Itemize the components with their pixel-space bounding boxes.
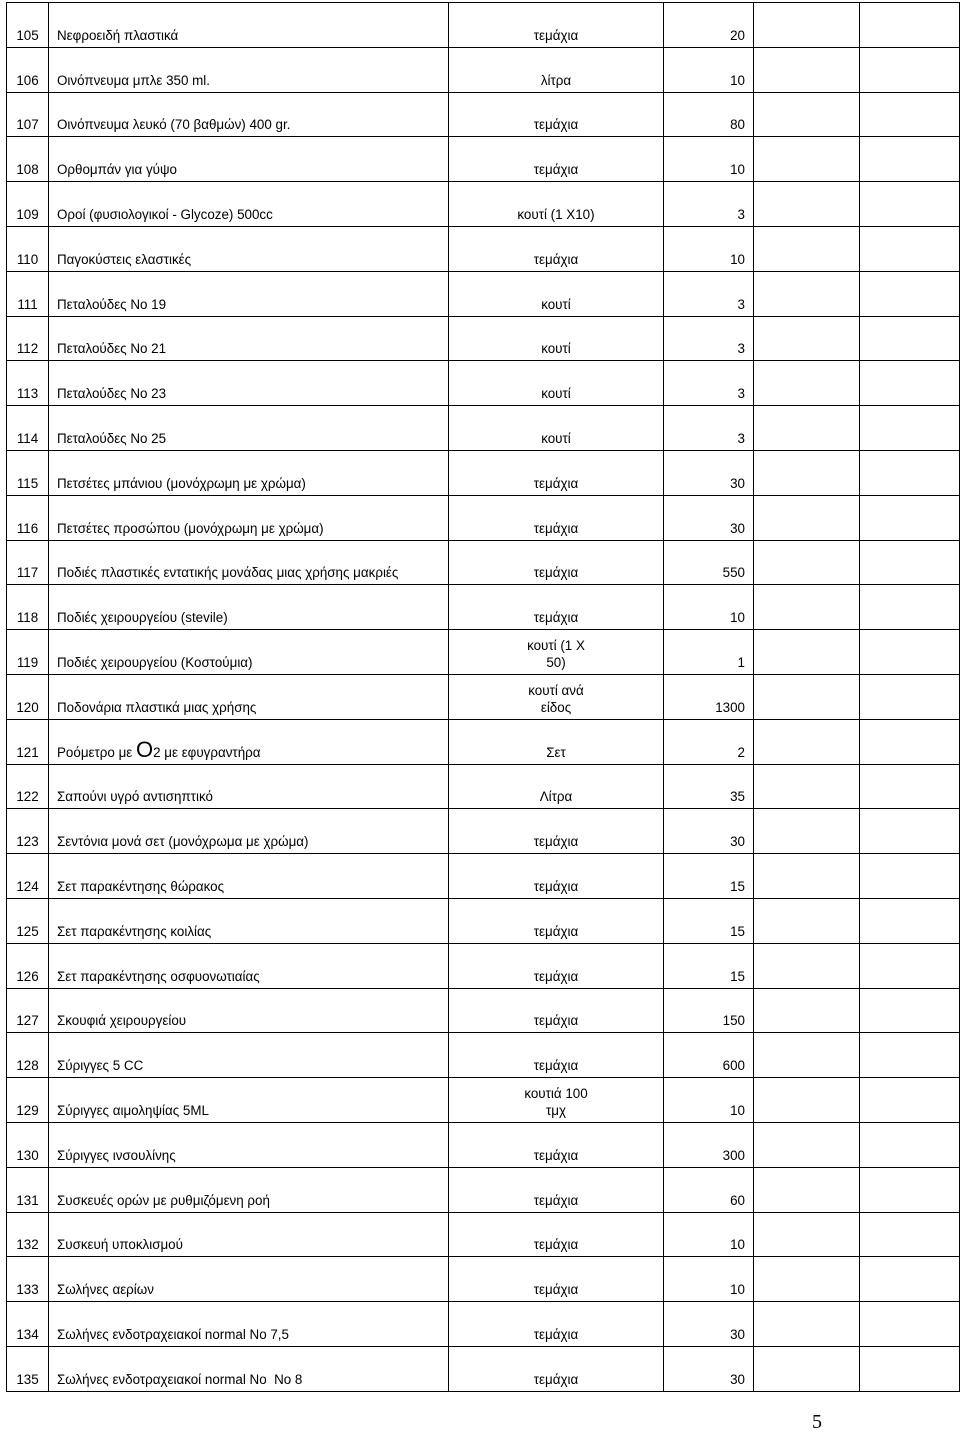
table-row xyxy=(7,1167,960,1212)
empty-cell xyxy=(754,585,860,630)
oxygen-symbol: Ο xyxy=(136,736,154,762)
item-number: 127 xyxy=(7,988,49,1033)
unit-line: τμχ xyxy=(545,1102,567,1118)
empty-cell xyxy=(754,182,860,227)
item-description: Σωλήνες ενδοτραχειακοί normal Νο Νο 8 xyxy=(49,1346,449,1391)
item-quantity: 10 xyxy=(664,137,754,182)
item-unit: τεμάχια xyxy=(449,1167,664,1212)
item-quantity: 15 xyxy=(664,854,754,899)
empty-cell xyxy=(860,1346,960,1391)
empty-cell xyxy=(754,719,860,764)
table-row xyxy=(7,719,960,764)
unit-line: είδος xyxy=(540,699,572,715)
table-row xyxy=(7,1078,960,1123)
empty-cell xyxy=(860,92,960,137)
item-number: 134 xyxy=(7,1302,49,1347)
item-number: 122 xyxy=(7,764,49,809)
table-row xyxy=(7,271,960,316)
item-number: 126 xyxy=(7,943,49,988)
empty-cell xyxy=(860,3,960,48)
item-number: 116 xyxy=(7,495,49,540)
item-number: 123 xyxy=(7,809,49,854)
item-description: Οινόπνευμα μπλε 350 ml. xyxy=(49,47,449,92)
table-row xyxy=(7,540,960,585)
item-unit: τεμάχια xyxy=(449,226,664,271)
item-quantity: 30 xyxy=(664,809,754,854)
item-quantity: 30 xyxy=(664,450,754,495)
empty-cell xyxy=(754,674,860,719)
item-unit: τεμάχια xyxy=(449,1346,664,1391)
empty-cell xyxy=(860,1078,960,1123)
item-description: Σεντόνια μονά σετ (μονόχρωμα με χρώμα) xyxy=(49,809,449,854)
empty-cell xyxy=(754,47,860,92)
table-row xyxy=(7,316,960,361)
item-quantity: 30 xyxy=(664,495,754,540)
item-description: Ποδιές χειρουργείου (stevile) xyxy=(49,585,449,630)
item-number: 112 xyxy=(7,316,49,361)
item-number: 113 xyxy=(7,361,49,406)
table-row xyxy=(7,3,960,48)
unit-line: κουτί (1 Χ xyxy=(527,637,585,653)
item-number: 118 xyxy=(7,585,49,630)
item-unit: κουτί (1 Χ10) xyxy=(449,182,664,227)
empty-cell xyxy=(860,630,960,675)
item-number: 106 xyxy=(7,47,49,92)
item-number: 110 xyxy=(7,226,49,271)
item-description: Πεταλούδες Νο 21 xyxy=(49,316,449,361)
item-number: 107 xyxy=(7,92,49,137)
empty-cell xyxy=(860,182,960,227)
item-description: Σετ παρακέντησης κοιλίας xyxy=(49,898,449,943)
item-number: 135 xyxy=(7,1346,49,1391)
item-description: Σωλήνες αερίων xyxy=(49,1257,449,1302)
item-quantity: 15 xyxy=(664,898,754,943)
item-quantity: 15 xyxy=(664,943,754,988)
item-number: 120 xyxy=(7,674,49,719)
item-number: 125 xyxy=(7,898,49,943)
item-description: Σαπούνι υγρό αντισηπτικό xyxy=(49,764,449,809)
empty-cell xyxy=(860,1167,960,1212)
item-unit: τεμάχια xyxy=(449,3,664,48)
table-row xyxy=(7,1122,960,1167)
item-quantity: 10 xyxy=(664,1257,754,1302)
table-row xyxy=(7,137,960,182)
table-row xyxy=(7,674,960,719)
table-row xyxy=(7,630,960,675)
empty-cell xyxy=(754,450,860,495)
empty-cell xyxy=(754,1078,860,1123)
empty-cell xyxy=(754,361,860,406)
table-row xyxy=(7,854,960,899)
item-quantity: 300 xyxy=(664,1122,754,1167)
empty-cell xyxy=(754,1257,860,1302)
item-unit: τεμάχια xyxy=(449,495,664,540)
item-number: 129 xyxy=(7,1078,49,1123)
table-row xyxy=(7,764,960,809)
item-description: Συσκευές ορών με ρυθμιζόμενη ροή xyxy=(49,1167,449,1212)
item-unit: τεμάχια xyxy=(449,1033,664,1078)
empty-cell xyxy=(754,1212,860,1257)
empty-cell xyxy=(860,540,960,585)
empty-cell xyxy=(860,764,960,809)
empty-cell xyxy=(754,316,860,361)
item-unit: τεμάχια xyxy=(449,809,664,854)
empty-cell xyxy=(860,809,960,854)
supplies-table xyxy=(6,2,960,1392)
empty-cell xyxy=(754,1122,860,1167)
item-quantity: 3 xyxy=(664,361,754,406)
empty-cell xyxy=(860,898,960,943)
item-number: 109 xyxy=(7,182,49,227)
item-description: Πεταλούδες Νο 23 xyxy=(49,361,449,406)
item-description: Συσκευή υποκλισμού xyxy=(49,1212,449,1257)
item-quantity: 80 xyxy=(664,92,754,137)
item-quantity: 30 xyxy=(664,1302,754,1347)
item-quantity: 3 xyxy=(664,271,754,316)
item-description: Σετ παρακέντησης θώρακος xyxy=(49,854,449,899)
empty-cell xyxy=(754,137,860,182)
item-number: 105 xyxy=(7,3,49,48)
item-description: Ποδιές χειρουργείου (Κοστούμια) xyxy=(49,630,449,675)
empty-cell xyxy=(860,854,960,899)
item-description: Παγοκύστεις ελαστικές xyxy=(49,226,449,271)
item-number: 117 xyxy=(7,540,49,585)
table-row xyxy=(7,988,960,1033)
empty-cell xyxy=(754,1302,860,1347)
item-number: 111 xyxy=(7,271,49,316)
page-number: 5 xyxy=(812,1411,822,1433)
empty-cell xyxy=(860,406,960,451)
item-description: Πεταλούδες Νο 19 xyxy=(49,271,449,316)
table-row xyxy=(7,1346,960,1391)
item-quantity: 3 xyxy=(664,316,754,361)
empty-cell xyxy=(754,406,860,451)
table-row xyxy=(7,406,960,451)
item-description: Οινόπνευμα λευκό (70 βαθμών) 400 gr. xyxy=(49,92,449,137)
item-description: Οροί (φυσιολογικοί - Glycoze) 500cc xyxy=(49,182,449,227)
empty-cell xyxy=(754,540,860,585)
item-number: 124 xyxy=(7,854,49,899)
item-unit: κουτί xyxy=(449,271,664,316)
item-unit: τεμάχια xyxy=(449,540,664,585)
item-description: Σωλήνες ενδοτραχειακοί normal Νο 7,5 xyxy=(49,1302,449,1347)
item-quantity: 10 xyxy=(664,226,754,271)
item-quantity: 10 xyxy=(664,47,754,92)
item-number: 114 xyxy=(7,406,49,451)
empty-cell xyxy=(860,361,960,406)
empty-cell xyxy=(860,495,960,540)
item-quantity: 600 xyxy=(664,1033,754,1078)
item-number: 132 xyxy=(7,1212,49,1257)
table-row xyxy=(7,585,960,630)
item-number: 115 xyxy=(7,450,49,495)
item-quantity: 60 xyxy=(664,1167,754,1212)
item-quantity: 550 xyxy=(664,540,754,585)
empty-cell xyxy=(754,988,860,1033)
item-description: Ορθομπάν για γύψο xyxy=(49,137,449,182)
item-unit: τεμάχια xyxy=(449,450,664,495)
item-description: Σετ παρακέντησης οσφυονωτιαίας xyxy=(49,943,449,988)
item-unit: τεμάχια xyxy=(449,854,664,899)
empty-cell xyxy=(860,316,960,361)
empty-cell xyxy=(754,271,860,316)
item-description: Πεταλούδες Νο 25 xyxy=(49,406,449,451)
empty-cell xyxy=(860,47,960,92)
empty-cell xyxy=(860,719,960,764)
empty-cell xyxy=(860,271,960,316)
item-description: Σκουφιά χειρουργείου xyxy=(49,988,449,1033)
item-unit: τεμάχια xyxy=(449,1122,664,1167)
unit-line: 50) xyxy=(546,654,566,670)
item-unit: τεμάχια xyxy=(449,898,664,943)
empty-cell xyxy=(860,450,960,495)
empty-cell xyxy=(860,1122,960,1167)
item-description: Πετσέτες μπάνιου (μονόχρωμη με χρώμα) xyxy=(49,450,449,495)
empty-cell xyxy=(860,988,960,1033)
item-quantity: 1300 xyxy=(664,674,754,719)
empty-cell xyxy=(754,854,860,899)
table-row xyxy=(7,182,960,227)
item-unit: τεμάχια xyxy=(449,585,664,630)
table-row xyxy=(7,898,960,943)
empty-cell xyxy=(860,1033,960,1078)
item-number: 119 xyxy=(7,630,49,675)
table-row xyxy=(7,1257,960,1302)
empty-cell xyxy=(754,1346,860,1391)
empty-cell xyxy=(754,495,860,540)
item-unit: τεμάχια xyxy=(449,92,664,137)
item-unit: τεμάχια xyxy=(449,1257,664,1302)
item-unit xyxy=(449,1078,664,1123)
description-text: 2 με εφυγραντήρα xyxy=(153,744,261,760)
item-unit: τεμάχια xyxy=(449,943,664,988)
empty-cell xyxy=(754,764,860,809)
item-description: Σύριγγες αιμοληψίας 5ML xyxy=(49,1078,449,1123)
item-quantity: 10 xyxy=(664,1212,754,1257)
item-unit xyxy=(449,630,664,675)
item-quantity: 20 xyxy=(664,3,754,48)
table-row xyxy=(7,943,960,988)
item-unit: Σετ xyxy=(449,719,664,764)
item-quantity: 2 xyxy=(664,719,754,764)
item-number: 121 xyxy=(7,719,49,764)
item-number: 108 xyxy=(7,137,49,182)
item-description: Σύριγγες ινσουλίνης xyxy=(49,1122,449,1167)
table-row xyxy=(7,226,960,271)
table-row xyxy=(7,1033,960,1078)
empty-cell xyxy=(754,943,860,988)
table-row xyxy=(7,361,960,406)
item-quantity: 30 xyxy=(664,1346,754,1391)
empty-cell xyxy=(754,92,860,137)
item-quantity: 35 xyxy=(664,764,754,809)
item-quantity: 3 xyxy=(664,182,754,227)
empty-cell xyxy=(754,809,860,854)
item-quantity: 10 xyxy=(664,1078,754,1123)
item-quantity: 3 xyxy=(664,406,754,451)
item-unit xyxy=(449,674,664,719)
empty-cell xyxy=(860,943,960,988)
item-unit: κουτί xyxy=(449,406,664,451)
item-unit: κουτί xyxy=(449,316,664,361)
item-number: 130 xyxy=(7,1122,49,1167)
empty-cell xyxy=(754,3,860,48)
item-unit: τεμάχια xyxy=(449,1302,664,1347)
item-description: Σύριγγες 5 CC xyxy=(49,1033,449,1078)
item-unit: λίτρα xyxy=(449,47,664,92)
empty-cell xyxy=(860,1212,960,1257)
empty-cell xyxy=(754,226,860,271)
empty-cell xyxy=(860,585,960,630)
table-row xyxy=(7,809,960,854)
item-unit: κουτί xyxy=(449,361,664,406)
table-row xyxy=(7,47,960,92)
item-description: Πετσέτες προσώπου (μονόχρωμη με χρώμα) xyxy=(49,495,449,540)
item-description xyxy=(49,719,449,764)
empty-cell xyxy=(754,1033,860,1078)
empty-cell xyxy=(860,674,960,719)
item-quantity: 10 xyxy=(664,585,754,630)
description-text: Ροόμετρο με xyxy=(57,744,136,760)
empty-cell xyxy=(860,1257,960,1302)
item-description: Ποδιές πλαστικές εντατικής μονάδας μιας χρήσης μακριές xyxy=(49,540,449,585)
item-number: 128 xyxy=(7,1033,49,1078)
empty-cell xyxy=(860,137,960,182)
empty-cell xyxy=(754,1167,860,1212)
table-row xyxy=(7,450,960,495)
unit-line: κουτιά 100 xyxy=(524,1085,588,1101)
table-row xyxy=(7,495,960,540)
item-quantity: 1 xyxy=(664,630,754,675)
empty-cell xyxy=(860,1302,960,1347)
item-description: Ποδονάρια πλαστικά μιας χρήσης xyxy=(49,674,449,719)
item-number: 133 xyxy=(7,1257,49,1302)
item-unit: Λίτρα xyxy=(449,764,664,809)
unit-line: κουτί ανά xyxy=(528,682,584,698)
empty-cell xyxy=(754,630,860,675)
item-description: Νεφροειδή πλαστικά xyxy=(49,3,449,48)
item-unit: τεμάχια xyxy=(449,988,664,1033)
item-quantity: 150 xyxy=(664,988,754,1033)
empty-cell xyxy=(860,226,960,271)
item-unit: τεμάχια xyxy=(449,1212,664,1257)
item-number: 131 xyxy=(7,1167,49,1212)
table-row xyxy=(7,1212,960,1257)
table-row xyxy=(7,1302,960,1347)
table-row xyxy=(7,92,960,137)
empty-cell xyxy=(754,898,860,943)
item-unit: τεμάχια xyxy=(449,137,664,182)
